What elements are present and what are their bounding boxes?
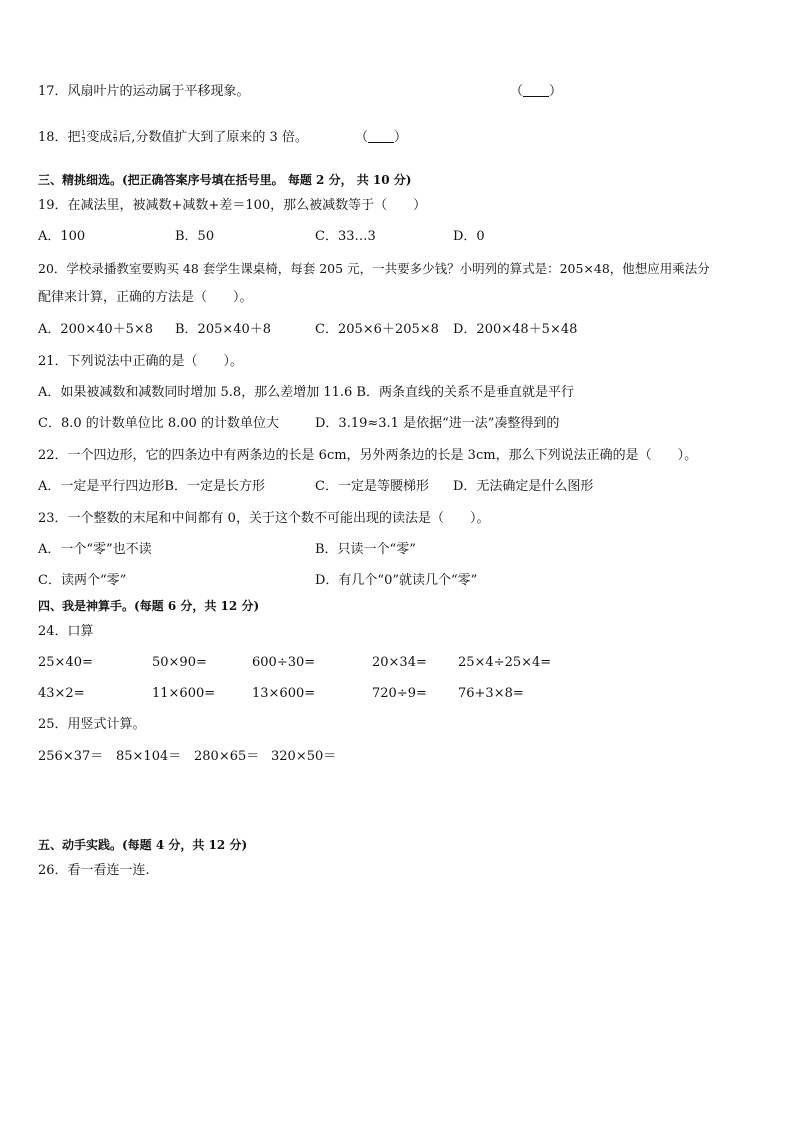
question-23-stem: 23．一个整数的末尾和中间都有 0，关于这个数不可能出现的读法是（ ）。 [38,511,490,526]
mental-math-item: 76+3×8= [458,686,524,701]
mental-math-item: 25×40= [38,655,93,670]
question-23-option-a[interactable]: A．一个“零”也不读 [38,542,152,557]
question-20-stem-line-1: 20．学校录播教室要购买 48 套学生课桌椅，每套 205 元，一共要多少钱？小明列的算式是：205×48，他想应用乘法分 [38,261,710,276]
question-21-options-a-b[interactable]: A．如果被减数和减数同时增加 5.8，那么差增加 11.6 B．两条直线的关系不是垂直就是平行 [38,385,574,400]
question-19-option-a[interactable]: A．100 [38,229,86,244]
question-20-option-c[interactable]: C．205×6＋205×8 [315,322,439,337]
mental-math-item: 13×600= [252,686,316,701]
section-3-heading: 三、精挑细选。(把正确答案序号填在括号里。 每题 2 分， 共 10 分) [38,173,412,187]
mental-math-item: 600÷30= [252,655,316,670]
fraction-one-third: $\frac{1}{3}$ [81,130,86,144]
vertical-calc-item: 280×65＝ [194,749,260,764]
question-20-option-d[interactable]: D．200×48＋5×48 [453,322,578,337]
answer-blank[interactable] [523,84,549,97]
mental-math-item: 20×34= [372,655,427,670]
mental-math-item: 43×2= [38,686,85,701]
question-18-text-3: 后,分数值扩大到了原来的 3 倍。 [118,130,308,145]
question-18-answer-paren[interactable]: （ ） [355,130,408,145]
question-20-stem-line-2: 配律来计算，正确的方法是（ ）。 [38,290,253,305]
question-17-answer-paren[interactable]: （ ） [510,84,563,99]
question-21-stem: 21．下列说法中正确的是（ ）。 [38,354,244,369]
question-17 [38,84,250,100]
question-22-stem: 22．一个四边形，它的四条边中有两条边的长是 6cm，另外两条边的长是 3cm，那么下列说法正确的是（ ）。 [38,448,698,463]
question-21-option-c[interactable]: C．8.0 的计数单位比 8.00 的计数单位大 [38,416,279,431]
section-4-heading: 四、我是神算手。(每题 6 分，共 12 分) [38,599,260,613]
question-18 [38,130,308,146]
question-19-option-b[interactable]: B．50 [175,229,215,244]
question-19-option-c[interactable]: C．33…3 [315,229,376,244]
question-20-option-a[interactable]: A．200×40＋5×8 [38,322,154,337]
question-19-option-d[interactable]: D．0 [453,229,485,244]
question-22-option-c[interactable]: C．一定是等腰梯形 [315,479,429,494]
question-25-title: 25．用竖式计算。 [38,717,146,732]
question-24-title: 24．口算 [38,624,94,639]
question-19-stem: 19．在减法里，被减数+减数+差＝100，那么被减数等于（ ） [38,198,427,213]
mental-math-item: 720÷9= [372,686,427,701]
vertical-calc-item: 85×104＝ [116,749,182,764]
mental-math-item: 25×4÷25×4= [458,655,552,670]
question-21-option-d[interactable]: D．3.19≈3.1 是依据“进一法”凑整得到的 [315,416,560,431]
question-23-option-b[interactable]: B．只读一个“零” [315,542,416,557]
question-22-option-d[interactable]: D．无法确定是什么图形 [453,479,594,494]
question-17-text: 17．风扇叶片的运动属于平移现象。 [38,84,250,99]
question-26-title: 26．看一看连一连. [38,863,150,878]
answer-blank[interactable] [368,130,394,143]
section-5-heading: 五、动手实践。(每题 4 分，共 12 分) [38,838,248,852]
question-20-option-b[interactable]: B．205×40＋8 [175,322,272,337]
mental-math-item: 50×90= [152,655,207,670]
fraction-two-ninths: $\frac{2}{9}$ [113,130,118,144]
question-18-text-2: 变成 [86,130,113,145]
mental-math-item: 11×600= [152,686,216,701]
vertical-calc-item: 320×50＝ [271,749,337,764]
question-23-option-c[interactable]: C．读两个“零” [38,573,127,588]
question-22-options-a-b[interactable]: A．一定是平行四边形B．一定是长方形 [38,479,265,494]
question-18-text-1: 18．把 [38,130,81,145]
question-23-option-d[interactable]: D．有几个“0”就读几个“零” [315,573,478,588]
vertical-calc-item: 256×37＝ [38,749,104,764]
